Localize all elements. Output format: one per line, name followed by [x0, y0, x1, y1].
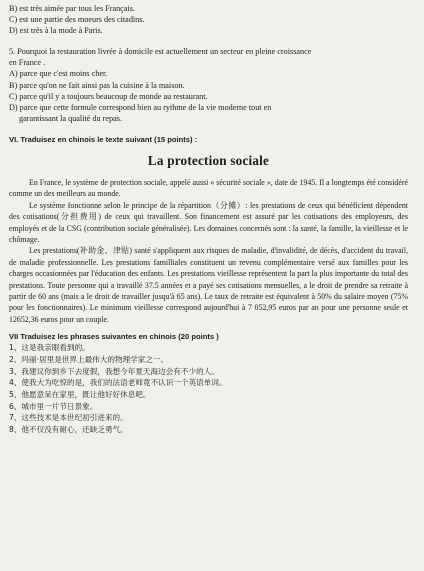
sentence-4: 4、使我大为吃惊的是，我们的法语老师竟不认识一个英语单词。	[9, 378, 227, 388]
q4-options	[9, 3, 408, 36]
q4-option-c: C) est une partie des moeurs des citadins.	[9, 15, 145, 25]
q5-stem-line2: en France .	[9, 58, 46, 68]
q5-option-a: A) parce que c'est moins cher.	[9, 69, 108, 79]
sentence-7: 7、这些技术是本世纪初引进来的。	[9, 413, 128, 423]
q4-option-d: D) est très à la mode à Paris.	[9, 26, 103, 36]
sentence-3: 3、我建议你到乡下去度假，我想今年夏天海边会有不少的人。	[9, 366, 219, 376]
section-7-header: VII Traduisez les phrases suivantes en chinois (20 points )	[9, 332, 219, 342]
paragraph-2: Le système fonctionne selon le principe de la répartition（分摊）: les prestations de ceux qui bénéficient dépendent des cotisations(分担费用) de ceux qui travaillent. Son financement est assuré par les cotisations des employeurs, des employés et de la CSG (contribution sociale généralisée). Les domaines concernés sont : la santé, la famille, la vieillesse et le chômage.	[9, 200, 408, 244]
section-7	[9, 331, 408, 436]
q5-option-d-line1: D) parce que cette formule correspond bien au rythme de la vie moderne tout en	[9, 102, 272, 112]
q5-option-c: C) parce qu'il y a toujours beaucoup de monde au restaurant.	[9, 91, 208, 101]
q5-option-d-line2: garantissant la qualité du repas.	[19, 113, 122, 123]
sentence-6: 6、城市里一片节日景象。	[9, 401, 98, 411]
paragraph-3: Les prestations(补助金、津贴) santé s'appliquent aux risques de maladie, d'invalidité, de décès, d'accident du travail, de maladie professionnelle. Les prestations familliales constituent un revenu complémentaire versé aux familles pour les charges occasionnées par l'éducation des enfants. Les prestations vieillesse représentent la part la plus importante du total des prestations. Toute personne qui a travaillé 37.5 années et a payé ses cotisations mensuelles, a le droit de prendre sa retraite à partir de 60 ans (mais a le droit de travailler jusqu'à 65 ans). Le taux de retraite est équivalent à 50% du salaire moyen (75% pour les fonctionnaires). Le minimum vieillesse correspond aujourd'hui à 7 052,95 euros par an pour une personne seule et 12652,36 euros pour un couple.	[9, 246, 408, 324]
q5-stem-line1: 5. Pourquoi la restauration livrée à domicile est actuellement un secteur en pleine croissance	[9, 47, 312, 57]
question-5	[9, 46, 408, 124]
section-6	[9, 134, 408, 325]
text-title: La protection sociale	[147, 152, 270, 168]
section-6-header: VI. Traduisez en chinois le texte suivant (15 points) :	[9, 134, 198, 144]
paragraph-1: En France, le système de protection sociale, appelé aussi « sécurité sociale », date de 1945. Il a longtemps été considéré comme un des meilleurs au monde.	[9, 177, 408, 199]
sentence-2: 2、玛丽·居里是世界上最伟大的物理学家之一。	[9, 354, 169, 364]
q5-option-b: B) parce qu'on ne fait ainsi pas la cuisine à la maison.	[9, 80, 185, 90]
sentence-5: 5、他愿意呆在家里，既让他好好休息吧。	[9, 390, 151, 400]
q4-option-b: B) est très aimée par tous les Français.	[9, 4, 135, 13]
sentence-1: 1、这是我亲眼看到的。	[9, 343, 90, 353]
sentence-8: 8、他不仅没有耐心，还缺乏勇气。	[9, 425, 128, 435]
